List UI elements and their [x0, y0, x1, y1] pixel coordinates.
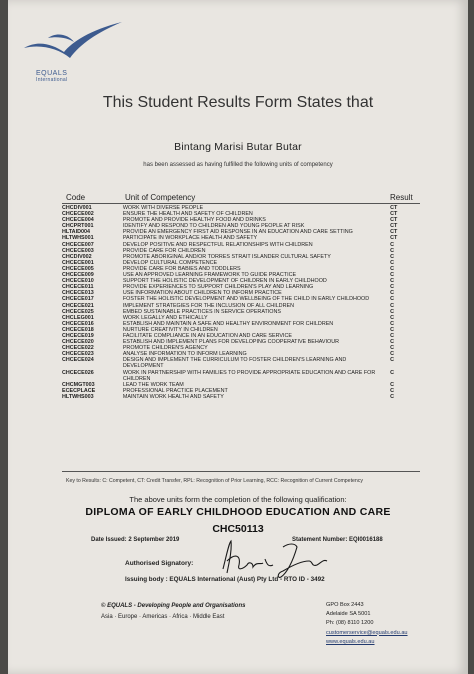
unit-title: LEAD THE WORK TEAM: [122, 381, 184, 388]
unit-title: WORK WITH DIVERSE PEOPLE: [122, 205, 204, 211]
unit-result: CT: [390, 229, 398, 236]
unit-title: USE AN APPROVED LEARNING FRAMEWORK TO GUIDE PRACTICE: [122, 272, 297, 279]
equals-logo: [18, 18, 128, 90]
unit-code: ECECPLACE: [62, 387, 96, 394]
unit-result: C: [390, 320, 394, 327]
unit-code: CHCECE020: [62, 339, 94, 346]
footer-city: Adelaide SA 5001: [326, 611, 371, 618]
footer-territories: Asia · Europe · Americas · Africa · Middle East: [101, 614, 225, 620]
date-issued: Date Issued: 2 September 2019: [91, 537, 180, 543]
key-to-results: Key to Results: C: Competent, CT: Credit Transfer, RPL: Recognition of Prior Learning, RCC: Recognition of Current Competency: [66, 478, 363, 484]
unit-code: CHCECE013: [62, 290, 94, 297]
signature-icon: [213, 535, 333, 579]
unit-title: PROVIDE EXPERIENCES TO SUPPORT CHILDREN'S PLAY AND LEARNING: [122, 284, 314, 291]
unit-result: C: [390, 369, 394, 376]
unit-result: CT: [390, 235, 398, 242]
copyright-text: © EQUALS - Developing People and Organisations: [101, 603, 246, 609]
unit-result: C: [390, 357, 394, 364]
unit-code: HLTWHS003: [62, 393, 94, 400]
unit-result: C: [390, 265, 394, 272]
unit-code: HLTAID004: [62, 229, 90, 236]
unit-code: CHCECE022: [62, 345, 94, 352]
unit-title: PROVIDE CARE FOR BABIES AND TODDLERS: [122, 265, 241, 272]
assessed-text: has been assessed as having fulfilled the following units of competency: [143, 162, 333, 168]
unit-code: HLTWHS001: [62, 235, 94, 242]
unit-title: FACILITATE COMPLIANCE IN AN EDUCATION AND CARE SERVICE: [122, 332, 292, 339]
student-name: Bintang Marisi Butar Butar: [174, 141, 302, 153]
brand-name: EQUALS: [36, 70, 68, 77]
unit-code: CHCECE010: [62, 278, 94, 285]
header-divider: [62, 203, 420, 204]
footer-contact: [326, 601, 408, 647]
unit-title: DEVELOP POSITIVE AND RESPECTFUL RELATIONSHIPS WITH CHILDREN: [122, 241, 313, 248]
unit-result: C: [390, 253, 394, 260]
unit-title: ESTABLISH AND IMPLEMENT PLANS FOR DEVELOPING COOPERATIVE BEHAVIOUR: [122, 339, 340, 346]
unit-code: CHCECE011: [62, 284, 94, 291]
footer-email-link[interactable]: customerservice@equals.edu.au: [326, 629, 408, 636]
brand-sub: International: [36, 77, 68, 83]
unit-result: CT: [390, 205, 398, 211]
unit-result: C: [390, 290, 394, 297]
unit-title: WORK LEGALLY AND ETHICALLY: [122, 314, 208, 321]
unit-code: CHCECE021: [62, 302, 94, 309]
unit-result: C: [390, 332, 394, 339]
unit-result: C: [390, 351, 394, 358]
unit-code: CHCECE023: [62, 351, 94, 358]
unit-code: CHCDIV002: [62, 253, 92, 260]
issuing-body: Issuing body : EQUALS International (Aust) Pty Ltd - RTO ID - 3492: [125, 576, 325, 583]
unit-code: CHCECE003: [62, 247, 94, 254]
unit-title: IMPLEMENT STRATEGIES FOR THE INCLUSION OF ALL CHILDREN: [122, 302, 294, 309]
unit-title: PROFESSIONAL PRACTICE PLACEMENT: [122, 387, 228, 394]
unit-title: PROMOTE CHILDREN'S AGENCY: [122, 345, 208, 352]
unit-title: MAINTAIN WORK HEALTH AND SAFETY: [122, 393, 224, 400]
qualification-intro: The above units form the completion of the following qualification:: [129, 495, 347, 504]
unit-code: CHCMGT003: [62, 381, 95, 388]
certificate-page: [8, 0, 468, 674]
col-header-unit: Unit of Competency: [125, 193, 196, 202]
qualification-title: DIPLOMA OF EARLY CHILDHOOD EDUCATION AND CARE: [85, 506, 391, 518]
unit-result: C: [390, 387, 394, 394]
unit-code: CHCECE026: [62, 369, 94, 376]
unit-result: C: [390, 278, 394, 285]
unit-code: CHCECE017: [62, 296, 94, 303]
bird-logo-icon: [18, 18, 128, 70]
unit-code: CHCECE007: [62, 241, 94, 248]
unit-title: PROVIDE CARE FOR CHILDREN: [122, 247, 206, 254]
unit-code: CHCLEG001: [62, 314, 94, 321]
footer-box: GPO Box 2443: [326, 602, 364, 608]
unit-result: C: [390, 247, 394, 254]
unit-code: CHCPRT001: [62, 223, 94, 230]
table-bottom-divider: [62, 471, 420, 472]
unit-code: CHCECE024: [62, 357, 94, 364]
unit-result: C: [390, 393, 394, 400]
unit-title: ESTABLISH AND MAINTAIN A SAFE AND HEALTHY ENVIRONMENT FOR CHILDREN: [122, 320, 334, 327]
unit-title: IDENTIFY AND RESPOND TO CHILDREN AND YOUNG PEOPLE AT RISK: [122, 223, 305, 230]
unit-title: FOSTER THE HOLISTIC DEVELOPMENT AND WELLBEING OF THE CHILD IN EARLY CHILDHOOD: [122, 296, 370, 303]
unit-result: CT: [390, 223, 398, 230]
authorised-signatory-label: Authorised Signatory:: [125, 560, 194, 567]
unit-code: CHCECE001: [62, 259, 94, 266]
unit-result: C: [390, 308, 394, 315]
unit-result: C: [390, 296, 394, 303]
unit-title: PARTICIPATE IN WORKPLACE HEALTH AND SAFETY: [122, 235, 258, 242]
page-title: This Student Results Form States that: [102, 94, 374, 111]
unit-code: CHCECE009: [62, 272, 94, 279]
brand-text: [36, 70, 67, 84]
table-row: [62, 394, 420, 400]
unit-result: C: [390, 284, 394, 291]
unit-code: CHCECE025: [62, 308, 94, 315]
col-header-code: Code: [66, 193, 86, 202]
unit-result: CT: [390, 217, 398, 224]
unit-result: C: [390, 381, 394, 388]
unit-title: NURTURE CREATIVITY IN CHILDREN: [122, 326, 218, 333]
unit-result: C: [390, 272, 394, 279]
unit-code: CHCECE002: [62, 211, 94, 218]
qualification-code: CHC50113: [212, 523, 264, 535]
table-row: [62, 370, 420, 382]
unit-code: CHCDIV001: [62, 205, 92, 211]
unit-result: C: [390, 326, 394, 333]
unit-result: C: [390, 314, 394, 321]
unit-result: C: [390, 345, 394, 352]
unit-title: WORK IN PARTNERSHIP WITH FAMILIES TO PROVIDE APPROPRIATE EDUCATION AND CARE FOR CHILDREN: [122, 369, 376, 382]
unit-code: CHCECE016: [62, 320, 94, 327]
unit-title: DESIGN AND IMPLEMENT THE CURRICULUM TO FOSTER CHILDREN'S LEARNING AND DEVELOPMENT: [122, 357, 347, 370]
footer-web-link[interactable]: www.equals.edu.au: [326, 638, 375, 645]
unit-code: CHCECE005: [62, 265, 94, 272]
footer-phone: Ph: (08) 8110 1200: [326, 620, 374, 627]
unit-title: USE INFORMATION ABOUT CHILDREN TO INFORM PRACTICE: [122, 290, 282, 297]
unit-title: ENSURE THE HEALTH AND SAFETY OF CHILDREN: [122, 211, 253, 218]
unit-result: C: [390, 259, 394, 266]
unit-title: ANALYSE INFORMATION TO INFORM LEARNING: [122, 351, 247, 358]
unit-result: C: [390, 339, 394, 346]
unit-result: CT: [390, 211, 398, 218]
unit-result: C: [390, 241, 394, 248]
unit-title: SUPPORT THE HOLISTIC DEVELOPMENT OF CHILDREN IN EARLY CHILDHOOD: [122, 278, 327, 285]
unit-code: CHCECE004: [62, 217, 94, 224]
unit-title: DEVELOP CULTURAL COMPETENCE: [122, 259, 218, 266]
footer-copyright: [101, 603, 245, 609]
table-row: [62, 357, 420, 369]
statement-number: Statement Number: EQI0016188: [292, 537, 383, 543]
unit-result: C: [390, 302, 394, 309]
units-table: [62, 205, 420, 400]
unit-title: EMBED SUSTAINABLE PRACTICES IN SERVICE OPERATIONS: [122, 308, 281, 315]
unit-code: CHCECE019: [62, 332, 94, 339]
col-header-result: Result: [390, 193, 413, 202]
unit-title: PROMOTE AND PROVIDE HEALTHY FOOD AND DRINKS: [122, 217, 266, 224]
unit-title: PROVIDE AN EMERGENCY FIRST AID RESPONSE IN AN EDUCATION AND CARE SETTING: [122, 229, 353, 236]
unit-title: PROMOTE ABORIGINAL AND/OR TORRES STRAIT ISLANDER CULTURAL SAFETY: [122, 253, 331, 260]
unit-code: CHCECE018: [62, 326, 94, 333]
